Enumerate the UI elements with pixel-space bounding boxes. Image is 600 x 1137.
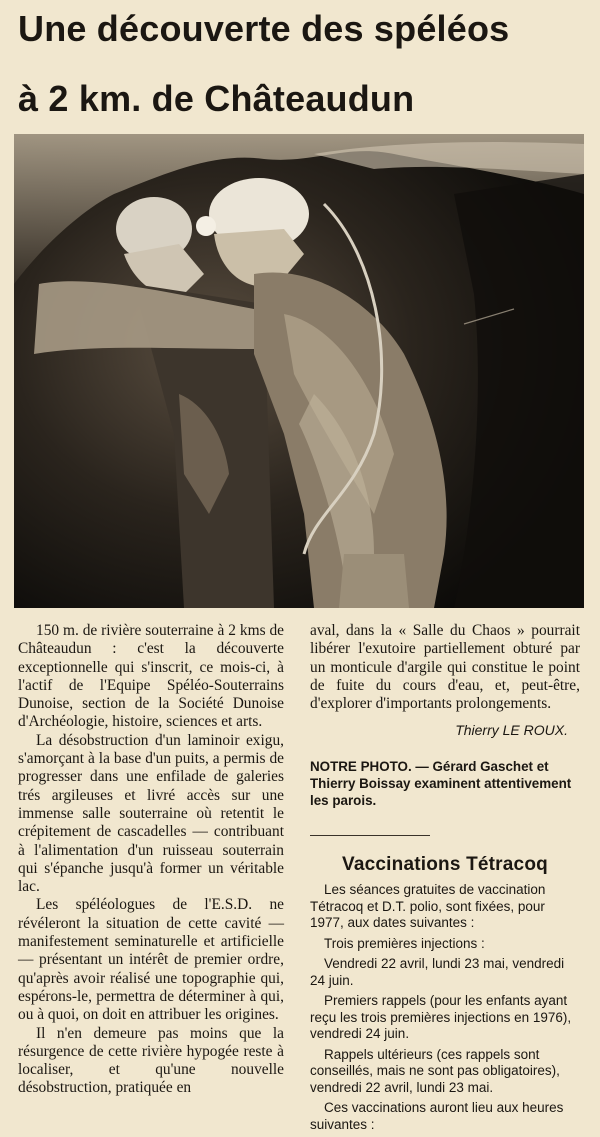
vaccinations-paragraph: Vendredi 22 avril, lundi 23 mai, vendredi 24 juin. bbox=[310, 956, 565, 988]
headline-line-1: Une découverte des spéléos bbox=[18, 8, 510, 49]
article-paragraph: La désobstruction d'un laminoir exigu, s'amorçant à la base d'un puits, a permis de progresser dans une enfilade de galeries trés argileuses et livré accès sur une immense salle souterraine où retentit le crépitement de cascadelles — contribuant à l'alimentation d'un ruisseau souterrain qui s'épanche jusqu'à former un véritable lac. bbox=[18, 731, 284, 896]
vaccinations-paragraph: Trois premières injections : bbox=[324, 935, 485, 951]
cavers-illustration bbox=[14, 134, 584, 608]
article-signature: Thierry LE ROUX. bbox=[455, 722, 568, 739]
vaccinations-paragraph: Les séances gratuites de vaccination Tétracoq et D.T. polio, sont fixées, pour 1977, aux dates suivantes : bbox=[310, 882, 546, 931]
headline-line-2: à 2 km. de Châteaudun bbox=[18, 78, 415, 119]
article-paragraph: Les spéléologues de l'E.S.D. ne révéleront la situation de cette cavité — manifestement seminaturelle et artificielle — présentant un intérêt de premier ordre, qu'après avoir réalisé une topographie qui, espérons-le, permettra de déterminer à qui, ou à quoi, on doit en attribuer les origines. bbox=[18, 896, 284, 1024]
photo-caption: NOTRE PHOTO. — Gérard Gaschet et Thierry Boissay examinent attentivement les parois. bbox=[310, 758, 572, 808]
vaccinations-paragraph: Rappels ultérieurs (ces rappels sont conseillés, mais ne sont pas obligatoires), vendredi 22 avril, lundi 23 mai. bbox=[310, 1046, 560, 1095]
article-paragraph: 150 m. de rivière souterraine à 2 kms de Châteaudun : c'est la découverte exceptionnelle qui s'inscrit, ce mois-ci, à l'actif de l'Equipe Spéléo-Souterrains Dunoise, section de la Société Dunoise d'Archéologie, histoire, sciences et arts. bbox=[18, 622, 284, 731]
headline bbox=[18, 10, 588, 118]
article-continuation: aval, dans la « Salle du Chaos » pourrait libérer l'exutoire partiellement obturé par un monticule d'argile qui constitue le point de fuite du cours d'eau, et, peut-être, d'explorer d'importants prolongements. bbox=[310, 622, 580, 713]
article-column-right bbox=[310, 622, 580, 1137]
article-column-left bbox=[18, 622, 284, 1098]
vaccinations-paragraph: Premiers rappels (pour les enfants ayant reçu les trois premières injections en 1976), vendredi 24 juin. bbox=[310, 993, 572, 1042]
vaccinations-notice bbox=[310, 882, 580, 1133]
article-paragraph: Il n'en demeure pas moins que la résurgence de cette rivière hypogée reste à localiser, et qu'une nouvelle désobstruction, pratiquée en bbox=[18, 1024, 284, 1097]
vaccinations-title: Vaccinations Tétracoq bbox=[342, 853, 548, 875]
cave-photo bbox=[14, 134, 584, 608]
vaccinations-paragraph: Ces vaccinations auront lieu aux heures suivantes : bbox=[310, 1100, 564, 1132]
section-divider bbox=[310, 835, 430, 836]
